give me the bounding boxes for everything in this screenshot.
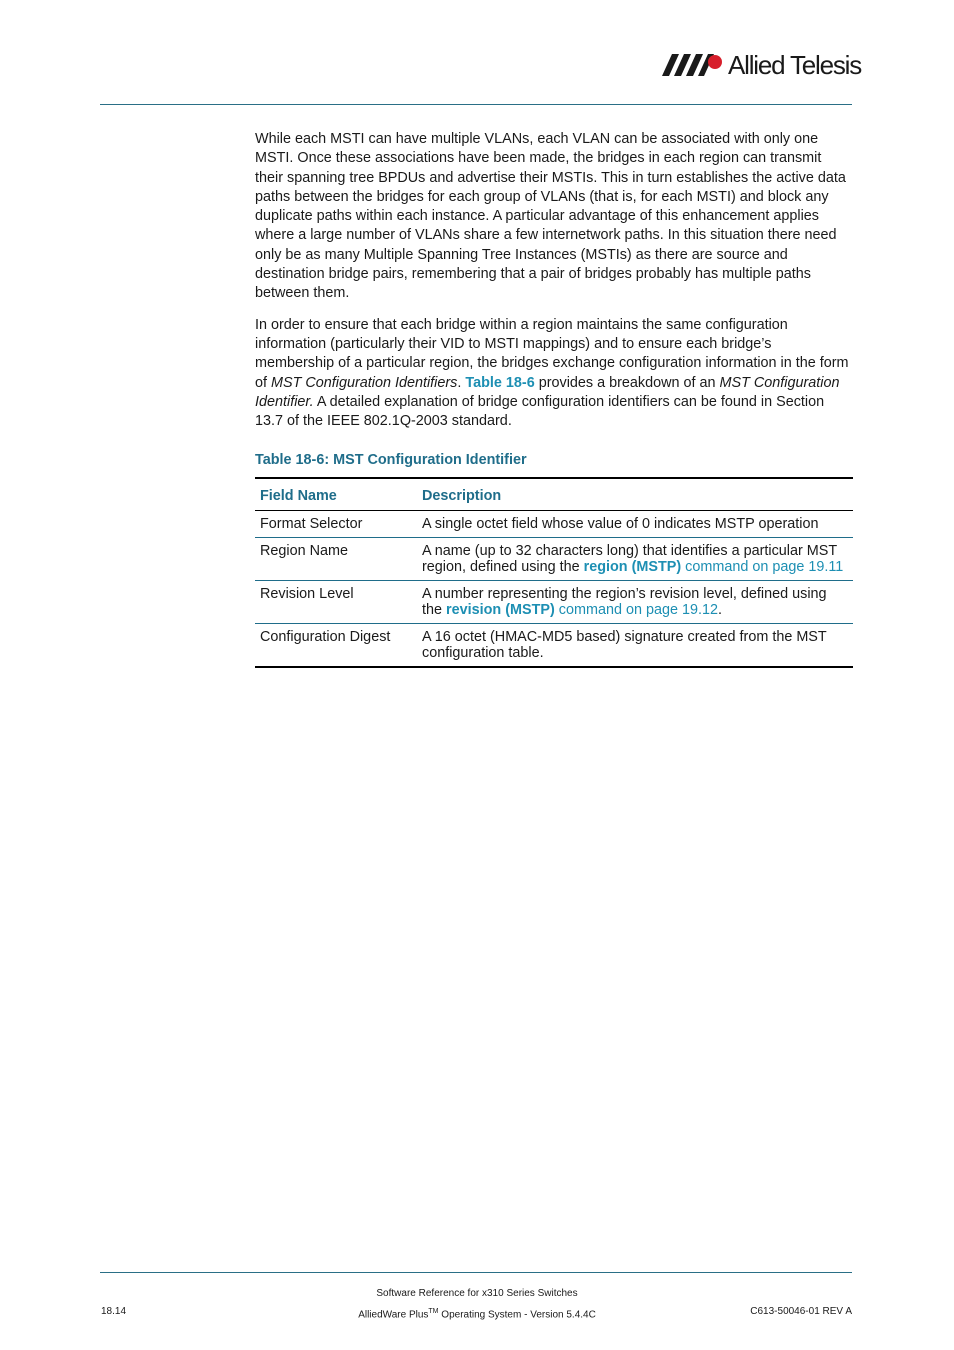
table-header-row bbox=[255, 478, 853, 511]
description-cell: A number representing the region’s revision level, defined using the revision (MSTP) command on page 19.12. bbox=[422, 585, 827, 618]
table-title: Table 18-6: MST Configuration Identifier bbox=[255, 452, 527, 469]
column-header-description: Description bbox=[422, 487, 502, 504]
footer-title: Software Reference for x310 Series Switches bbox=[376, 1288, 578, 1299]
revision-page-link[interactable]: command on page 19.12 bbox=[554, 601, 718, 618]
table-row bbox=[255, 537, 853, 580]
table-row bbox=[255, 510, 853, 537]
field-cell: Region Name bbox=[260, 542, 348, 559]
paragraph-1: While each MSTI can have multiple VLANs, each VLAN can be associated with only one MSTI. Once these associations have been made, the bridges in each region can transmit their spanning tree BPDUs and advertise their MSTIs. This in turn establishes the active data paths between the bridges for each group of VLANs (that is, for each MSTI) and block any duplicate paths within each instance. A particular advantage of this enhancement applies where a large number of VLANs share a few internetwork paths. In this situation there need only be as many Multiple Spanning Tree Instances (MSTIs) as there are source and destination bridge pairs, remembering that a pair of bridges probably has multiple paths between them. bbox=[255, 131, 846, 302]
description-cell: A single octet field whose value of 0 indicates MSTP operation bbox=[422, 515, 819, 532]
footer-rule bbox=[100, 1272, 852, 1273]
logo-text: Allied Telesis bbox=[728, 50, 862, 80]
table-row bbox=[255, 580, 853, 623]
region-command-link[interactable]: region (MSTP) bbox=[583, 558, 682, 575]
revision-command-link[interactable]: revision (MSTP) bbox=[446, 601, 555, 618]
main-content bbox=[255, 130, 852, 668]
field-cell: Configuration Digest bbox=[260, 628, 391, 645]
paragraph-2: In order to ensure that each bridge within a region maintains the same configuration information (particularly their VID to MSTI mappings) and to ensure each bridge’s membership of a particular region, the bridges exchange configuration information in the form of MST Configuration Identifiers. Table 18-6 provides a breakdown of an MST Configuration Identifier. A detailed explanation of bridge configuration identifiers can be found in Section 13.7 of the IEEE 802.1Q-2003 standard. bbox=[255, 316, 849, 430]
column-header-field-name: Field Name bbox=[260, 487, 337, 504]
document-id: C613-50046-01 REV A bbox=[750, 1306, 852, 1317]
table-row bbox=[255, 623, 853, 667]
field-cell: Format Selector bbox=[260, 515, 363, 532]
footer-subtitle: AlliedWare Plus™ Operating System - Version 5.4.4C bbox=[358, 1308, 596, 1321]
mst-config-table bbox=[255, 477, 853, 668]
region-page-link[interactable]: command on page 19.11 bbox=[681, 558, 844, 575]
logo-mark-icon bbox=[662, 54, 724, 76]
description-cell: A 16 octet (HMAC-MD5 based) signature created from the MST configuration table. bbox=[422, 628, 827, 661]
field-cell: Revision Level bbox=[260, 585, 354, 602]
description-cell: A name (up to 32 characters long) that identifies a particular MST region, defined using the region (MSTP) command on page 19.11 bbox=[422, 542, 844, 575]
header-rule bbox=[100, 104, 852, 105]
table-xref-link[interactable]: Table 18-6 bbox=[465, 374, 535, 391]
allied-telesis-logo bbox=[662, 50, 861, 80]
page-number: 18.14 bbox=[101, 1306, 127, 1317]
